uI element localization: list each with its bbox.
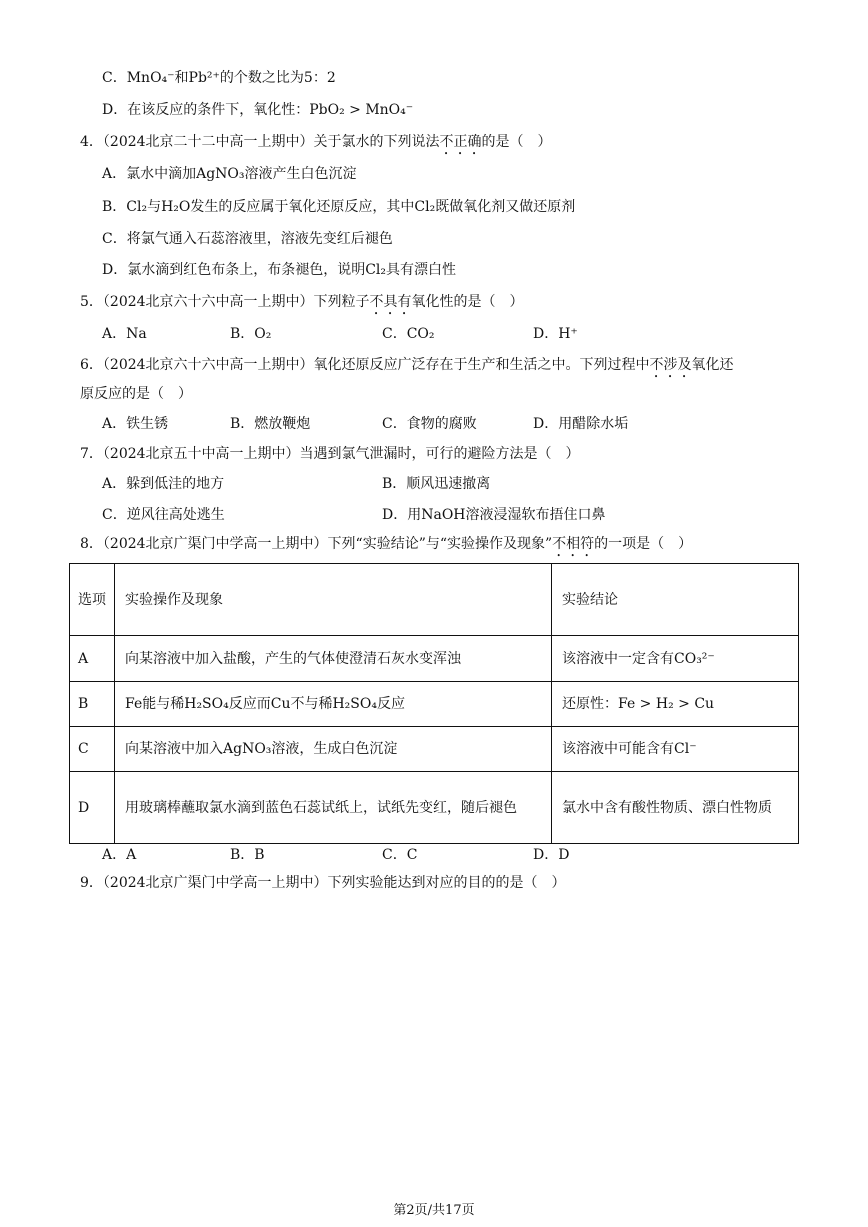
table-row	[70, 727, 799, 772]
option-a-q5: A．Na	[102, 326, 147, 342]
table-row	[70, 636, 799, 682]
table-row	[70, 682, 799, 727]
question-9: 9．（2024北京广渠门中学高一上期中）下列实验能达到对应的目的的是（ ）	[80, 875, 566, 891]
table-cell-operation: 向某溶液中加入AgNO₃溶液，生成白色沉淀	[115, 727, 552, 772]
question-8-emphasis: 不相符	[552, 536, 595, 552]
option-c-q5: C．CO₂	[382, 326, 435, 342]
question-7: 7．（2024北京五十中高一上期中）当遇到氯气泄漏时，可行的避险方法是（ ）	[80, 446, 580, 462]
option-d-q5: D．H⁺	[533, 326, 578, 342]
question-5-stem-end: 氧化性的是（ ）	[411, 294, 524, 310]
table-cell-option: B	[70, 682, 115, 727]
option-c-q3: C．MnO₄⁻和Pb²⁺的个数之比为5：2	[102, 70, 336, 86]
question-8-stem-end: 的一项是（ ）	[594, 536, 693, 552]
table-row	[70, 772, 799, 844]
question-5	[80, 292, 524, 318]
option-c-q7: C．逆风往高处逃生	[102, 507, 225, 523]
question-6-line-2: 原反应的是（ ）	[80, 386, 192, 402]
table-cell-option: D	[70, 772, 115, 844]
table-cell-conclusion: 该溶液中可能含有Cl⁻	[552, 727, 799, 772]
option-d-q7: D．用NaOH溶液浸湿软布捂住口鼻	[382, 507, 606, 523]
option-d-q8: D．D	[533, 847, 570, 863]
question-5-stem-start: 5．（2024北京六十六中高一上期中）下列粒子	[80, 294, 370, 310]
page-footer: 第2页/共17页	[393, 1203, 475, 1218]
table-cell-operation: Fe能与稀H₂SO₄反应而Cu不与稀H₂SO₄反应	[115, 682, 552, 727]
question-4	[80, 132, 552, 158]
table-header-row	[70, 564, 799, 636]
table-cell-option: A	[70, 636, 115, 682]
question-4-stem-end: 的是（ ）	[481, 134, 552, 150]
question-8	[80, 534, 692, 560]
option-a-q4: A．氯水中滴加AgNO₃溶液产生白色沉淀	[102, 166, 357, 182]
table-cell-option: C	[70, 727, 115, 772]
question-6	[80, 355, 734, 381]
question-5-emphasis: 不具有	[369, 294, 412, 310]
option-d-q6: D．用醋除水垢	[533, 416, 629, 432]
option-a-q7: A．躲到低洼的地方	[102, 476, 225, 492]
option-d-q4: D．氯水滴到红色布条上，布条褪色，说明Cl₂具有漂白性	[102, 262, 457, 278]
option-b-q4: B．Cl₂与H₂O发生的反应属于氧化还原反应，其中Cl₂既做氧化剂又做还原剂	[102, 199, 576, 215]
option-c-q6: C．食物的腐败	[382, 416, 477, 432]
question-6-stem-start: 6．（2024北京六十六中高一上期中）氧化还原反应广泛存在于生产和生活之中。下列过程中	[80, 357, 650, 373]
option-b-q7: B．顺风迅速撤离	[382, 476, 491, 492]
question-6-stem-end: 氧化还	[691, 357, 734, 373]
option-c-q8: C．C	[382, 847, 418, 863]
question-4-stem-start: 4．（2024北京二十二中高一上期中）关于氯水的下列说法	[80, 134, 440, 150]
question-6-emphasis: 不涉及	[649, 357, 692, 373]
table-header-conclusion: 实验结论	[552, 564, 799, 636]
experiment-table	[69, 563, 799, 844]
table-header-option: 选项	[70, 564, 115, 636]
option-b-q6: B．燃放鞭炮	[230, 416, 311, 432]
table-cell-conclusion: 该溶液中一定含有CO₃²⁻	[552, 636, 799, 682]
option-d-q3: D．在该反应的条件下，氧化性：PbO₂ > MnO₄⁻	[102, 102, 414, 118]
question-4-emphasis: 不正确	[439, 134, 482, 150]
option-b-q5: B．O₂	[230, 326, 272, 342]
option-b-q8: B．B	[230, 847, 265, 863]
option-c-q4: C．将氯气通入石蕊溶液里，溶液先变红后褪色	[102, 231, 393, 247]
question-8-stem-start: 8．（2024北京广渠门中学高一上期中）下列“实验结论”与“实验操作及现象”	[80, 536, 553, 552]
table-cell-operation: 向某溶液中加入盐酸，产生的气体使澄清石灰水变浑浊	[115, 636, 552, 682]
option-a-q6: A．铁生锈	[102, 416, 169, 432]
option-a-q8: A．A	[102, 847, 137, 863]
table-cell-conclusion: 还原性：Fe > H₂ > Cu	[552, 682, 799, 727]
table-cell-conclusion: 氯水中含有酸性物质、漂白性物质	[552, 772, 799, 844]
table-cell-operation: 用玻璃棒蘸取氯水滴到蓝色石蕊试纸上，试纸先变红，随后褪色	[115, 772, 552, 844]
table-header-operation: 实验操作及现象	[115, 564, 552, 636]
